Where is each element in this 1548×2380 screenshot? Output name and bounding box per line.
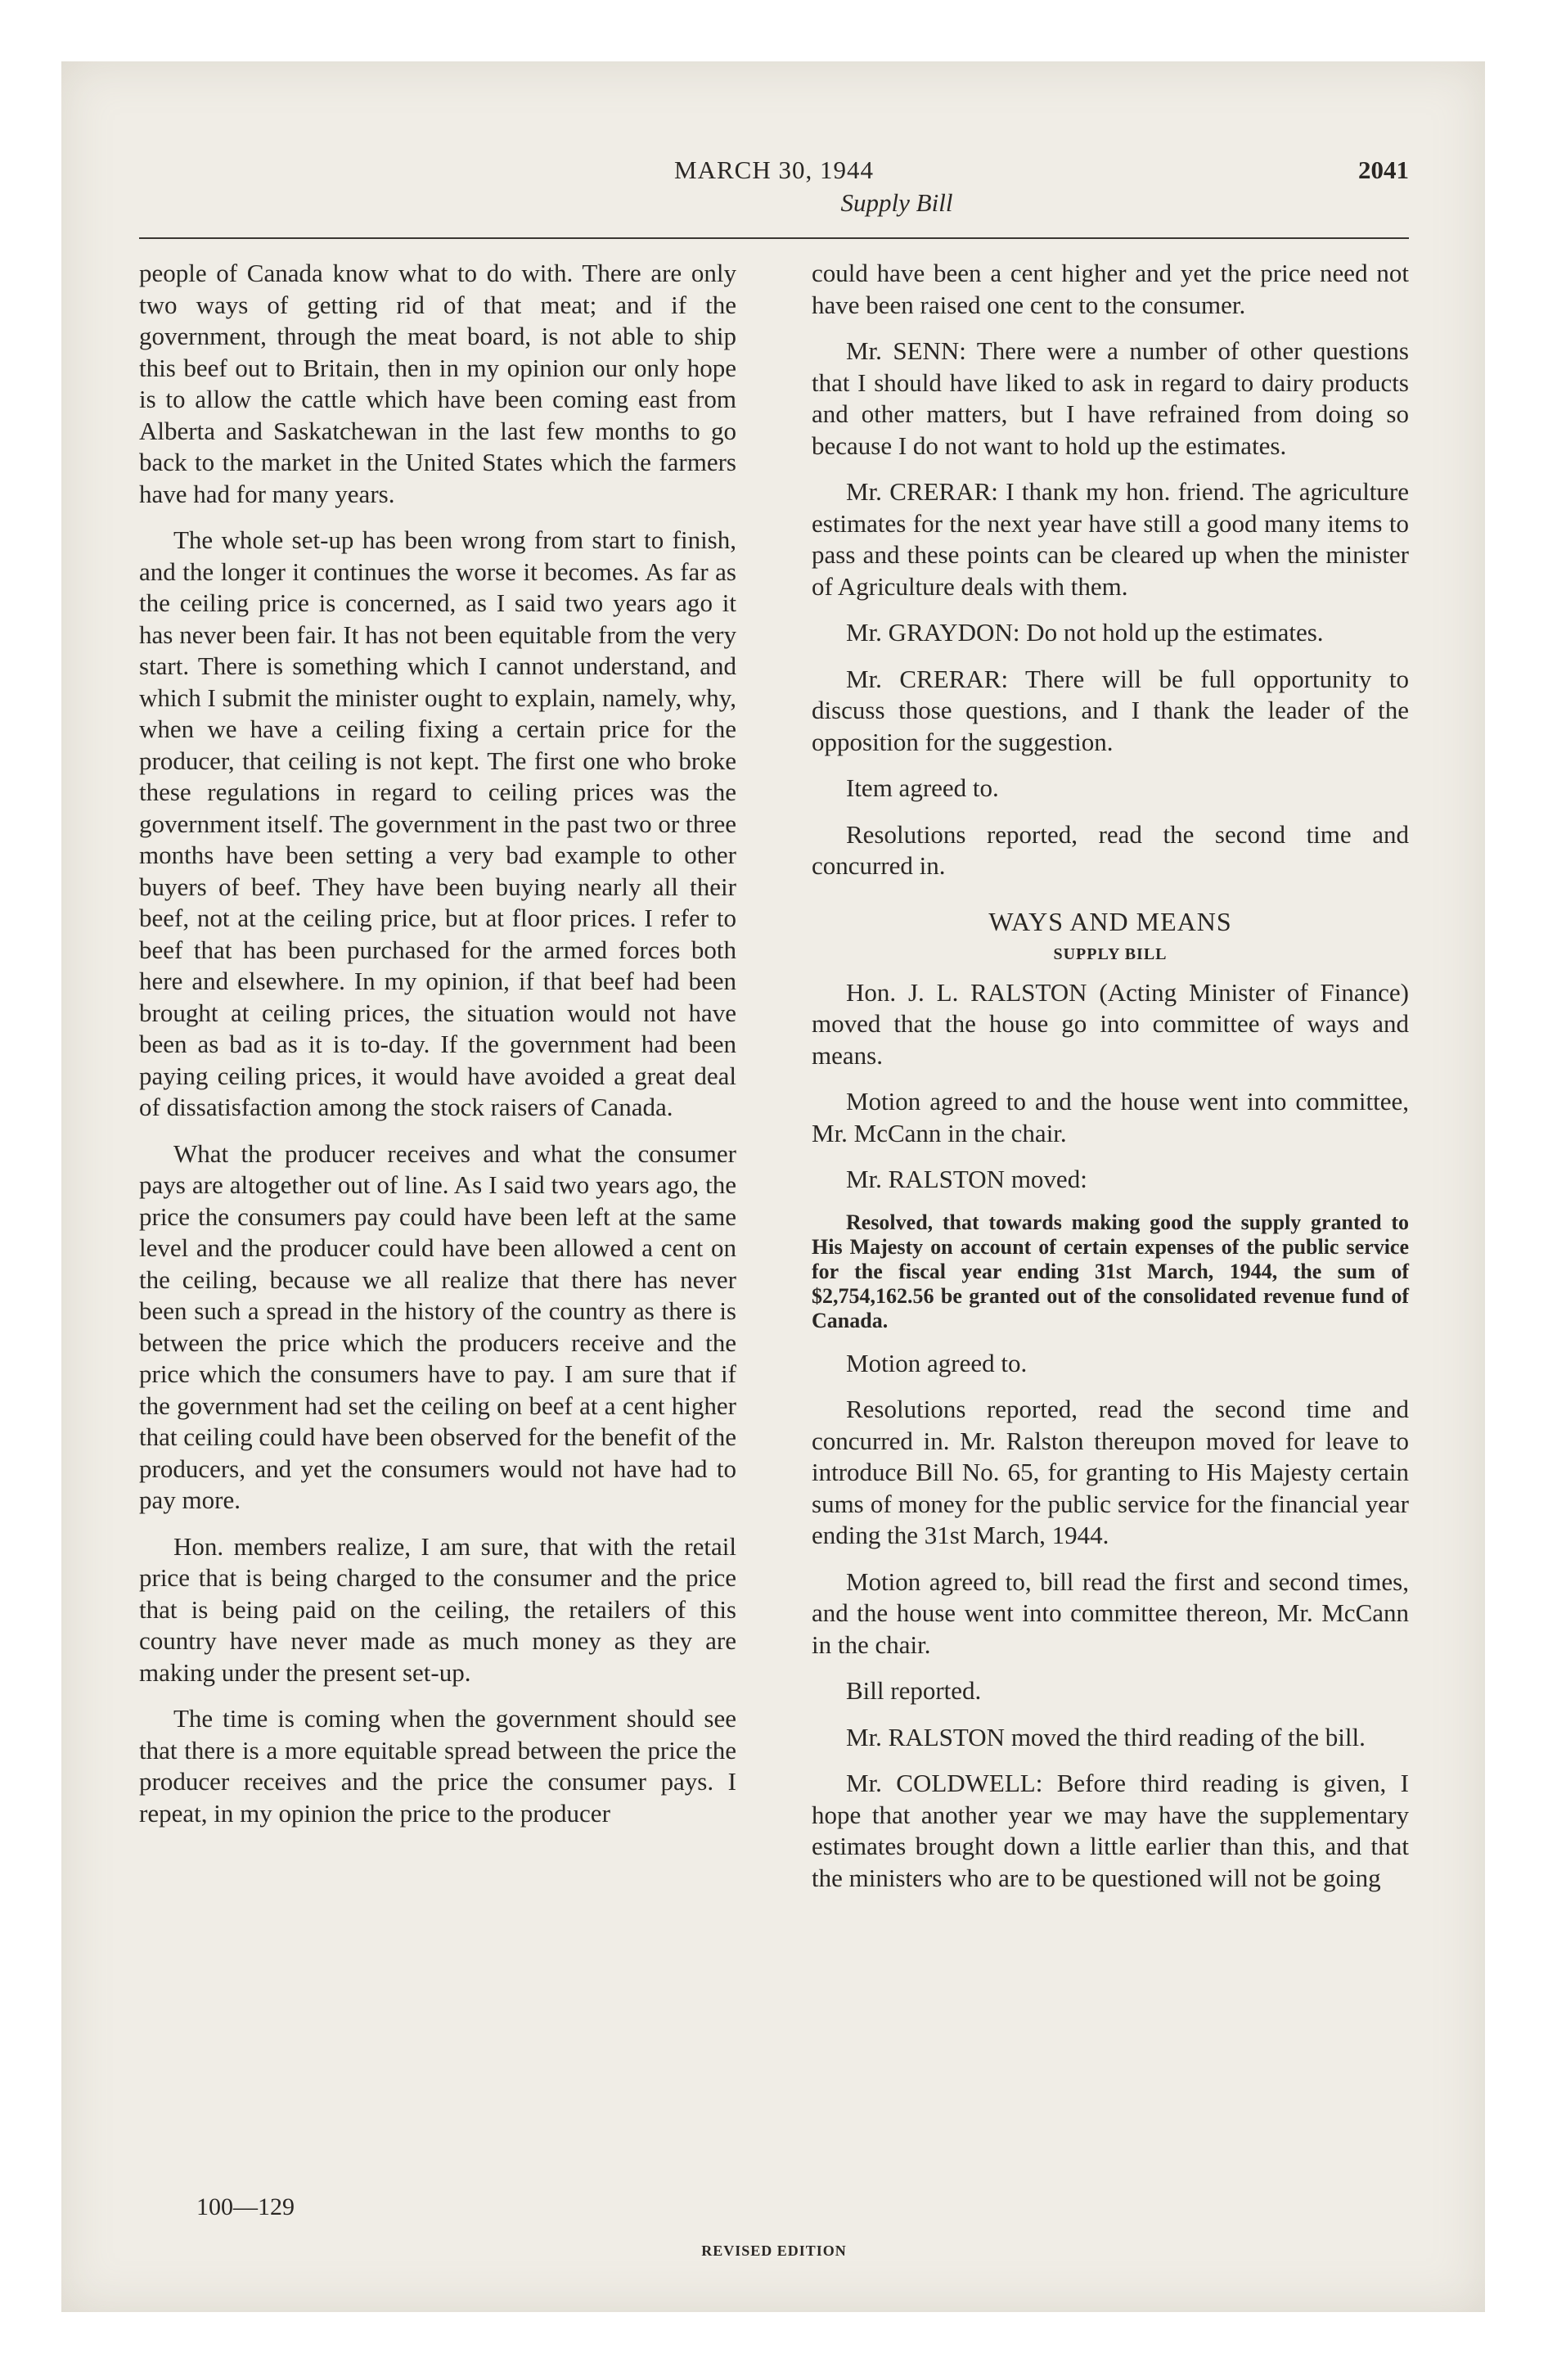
- resolution-text: Resolved, that towards making good the supply granted to His Majesty on account of certain expenses of the public service for the fiscal year ending 31st March, 1944, the sum of $2,754,162.56 be granted out of the consolidated revenue fund of Canada.: [812, 1210, 1409, 1332]
- paragraph: The time is coming when the government should see that there is a more equitable spread between the price the producer receives and the price the consumer pays. I repeat, in my opinion the price to the producer: [139, 1704, 736, 1828]
- paragraph: Mr. COLDWELL: Before third reading is given, I hope that another year we may have the supplementary estimates brought down a little earlier than this, and that the ministers who are to be questioned will not be going: [812, 1769, 1409, 1892]
- section-subheading: SUPPLY BILL: [1053, 944, 1168, 963]
- paragraph: Resolutions reported, read the second time and concurred in. Mr. Ralston thereupon moved for leave to introduce Bill No. 65, for granting to His Majesty certain sums of money for the public service for the financial year ending the 31st March, 1944.: [812, 1395, 1409, 1549]
- edition-label: REVISED EDITION: [701, 2243, 847, 2259]
- paragraph: Mr. RALSTON moved the third reading of the bill.: [846, 1722, 1366, 1751]
- left-column: [139, 258, 736, 1909]
- paragraph: Mr. RALSTON moved:: [846, 1165, 1087, 1193]
- header-rule: [139, 237, 1409, 239]
- page-date: MARCH 30, 1944: [674, 156, 874, 184]
- paragraph: Hon. members realize, I am sure, that with the retail price that is being charged to the consumer and the price that is being paid on the ceiling, the retailers of this country have never made as much money as they are making under the present set-up.: [139, 1531, 736, 1687]
- right-column: [812, 258, 1409, 1909]
- signature-mark: 100—129: [196, 2193, 295, 2220]
- paragraph: Hon. J. L. RALSTON (Acting Minister of Finance) moved that the house go into committee of ways and means.: [812, 977, 1409, 1070]
- section-heading: WAYS AND MEANS: [988, 906, 1232, 936]
- paragraph: Motion agreed to.: [846, 1348, 1028, 1377]
- paragraph: What the producer receives and what the consumer pays are altogether out of line. As I said two years ago, the price the consumers pay could have been left at the same level and the producer could have been allowed a cent on the ceiling, because we all realize that there has never been such a spread in the history of the country as there is between the price which the producers receive and the price which the consumers have to pay. I am sure that if the government had set the ceiling on beef at a cent higher that ceiling could have been observed for the benefit of the producers, and yet the consumers would not have had to pay more.: [139, 1138, 736, 1514]
- paragraph: Motion agreed to and the house went into committee, Mr. McCann in the chair.: [812, 1087, 1409, 1147]
- paragraph: Mr. SENN: There were a number of other questions that I should have liked to ask in regard to dairy products and other matters, but I have refrained from doing so because I do not want to hold up the estimates.: [812, 336, 1409, 460]
- hansard-page: [139, 156, 1409, 2259]
- page-header: [139, 156, 1409, 229]
- paragraph: Bill reported.: [846, 1676, 982, 1705]
- paragraph: Motion agreed to, bill read the first and second times, and the house went into committee thereon, Mr. McCann in the chair.: [812, 1566, 1409, 1659]
- paragraph: people of Canada know what to do with. There are only two ways of getting rid of that meat; and if the government, through the meat board, is not able to ship this beef out to Britain, then in my opinion our only hope is to allow the cattle which have been coming east from Alberta and Saskatchewan in the last few months to go back to the market in the United States which the farmers have had for many years.: [139, 259, 736, 508]
- paragraph: Resolutions reported, read the second time and concurred in.: [812, 819, 1409, 880]
- paragraph: The whole set-up has been wrong from start to finish, and the longer it continues the worse it becomes. As far as the ceiling price is concerned, as I said two years ago it has never been fair. It has not been equitable from the very start. There is something which I cannot understand, and which I submit the minister ought to explain, namely, why, when we have a ceiling fixing a certain price for the producer, that ceiling is not kept. The first one who broke these regulations in regard to ceiling prices was the government itself. The government in the past two or three months have been setting a very bad example to other buyers of beef. They have been buying nearly all their beef, not at the ceiling price, but at floor prices. I refer to beef that has been purchased for the armed forces both here and elsewhere. In my opinion, if that beef had been brought at ceiling prices, the situation would not have been as bad as it is to-day. If the government had been paying ceiling prices, it would have avoided a great deal of dissatisfaction among the stock raisers of Canada.: [139, 525, 736, 1121]
- text-columns: [139, 258, 1409, 1909]
- running-title: Supply Bill: [840, 188, 953, 217]
- paragraph: could have been a cent higher and yet the price need not have been raised one cent to the consumer.: [812, 259, 1409, 319]
- paragraph: Mr. CRERAR: I thank my hon. friend. The agriculture estimates for the next year have still a good many items to pass and these points can be cleared up when the minister of Agriculture deals with them.: [812, 477, 1409, 601]
- page-number: 2041: [1358, 156, 1409, 184]
- paragraph: Mr. CRERAR: There will be full opportunity to discuss those questions, and I thank the leader of the opposition for the suggestion.: [812, 664, 1409, 756]
- paragraph: Item agreed to.: [846, 773, 999, 802]
- paragraph: Mr. GRAYDON: Do not hold up the estimates.: [846, 618, 1324, 647]
